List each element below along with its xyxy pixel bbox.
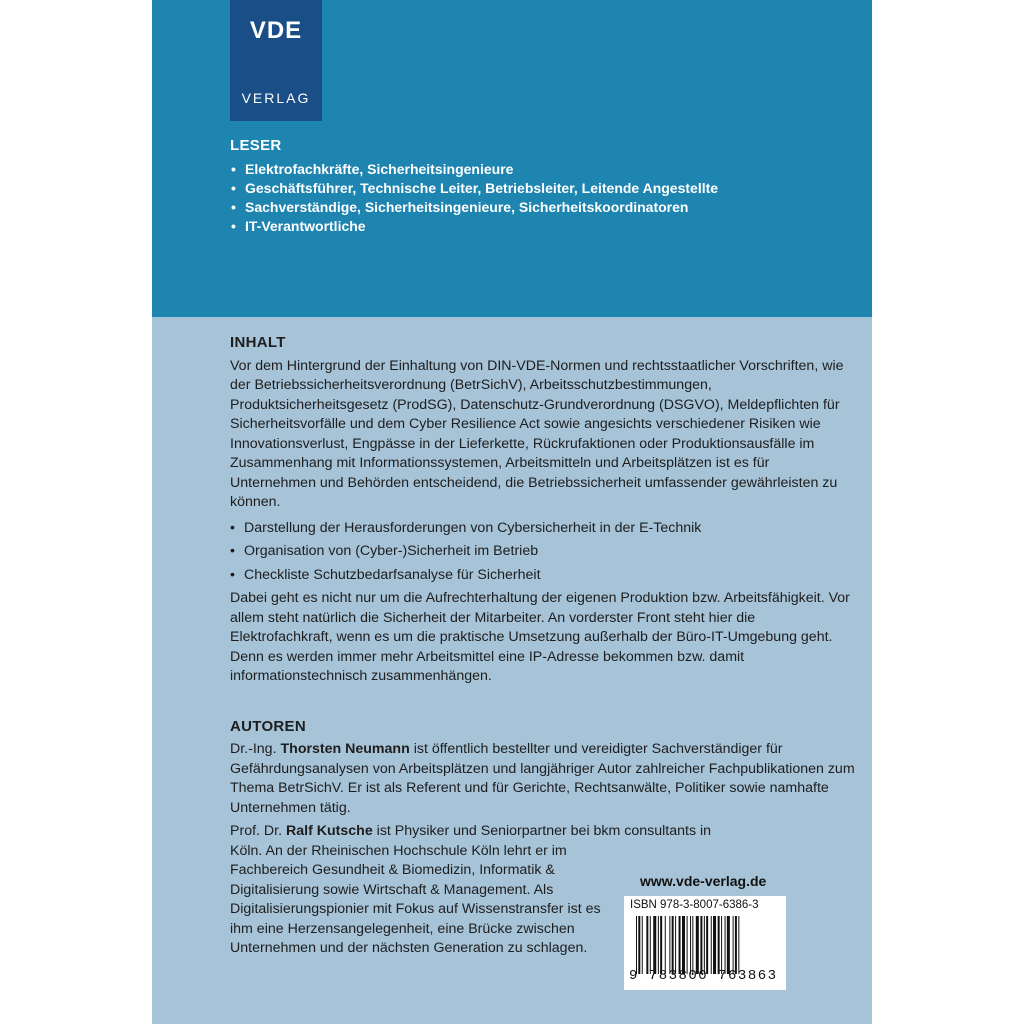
barcode-bar [733, 916, 734, 974]
author-1-title: Dr.-Ing. [230, 741, 277, 757]
author-2-first-line [230, 822, 858, 842]
barcode-bar [646, 916, 648, 974]
content-heading: INHALT [230, 334, 286, 351]
barcode-bar [735, 916, 737, 974]
content-bullet: • Checkliste Schutzbedarfsanalyse für Sicherheit [230, 566, 858, 586]
logo-wordmark: VDE [249, 17, 303, 44]
barcode-bar [700, 916, 702, 974]
readers-list-item: • Sachverständige, Sicherheitsingenieure, Sicherheitskoordinatoren [230, 198, 850, 217]
author-2-text-rest: Köln. An der Rheinischen Hochschule Köln lehrt er im Fachbereich Gesundheit & Biomedizin, Informatik & Digitalisierung sowie Wirtschaft & Management. Als Digitalisierungspionier mit Fokus auf Wissenstransfer ist es ihm eine Herzensangelegenheit, eine Brücke zwischen Unternehmen und der nächsten Generation zu schlagen. [230, 842, 601, 956]
author-2-name: Ralf Kutsche [286, 823, 373, 839]
barcode-bar [679, 916, 681, 974]
readers-list-item: • Geschäftsführer, Technische Leiter, Betriebsleiter, Leitende Angestellte [230, 179, 850, 198]
barcode-bar [658, 916, 659, 974]
barcode-bar [706, 916, 708, 974]
barcode-bar [713, 916, 716, 974]
author-1-text: ist öffentlich bestellter und vereidigter Sachverständiger für Gefährdungsanalysen von Arbeitsplätzen und langjähriger Autor zahlreicher Fachpublikationen zum Thema BetrSichV. Er ist als Referent und für Gerichte, Rechtsanwälte, Politiker sowie namhafte Unternehmen tätig. [230, 741, 855, 816]
content-bullet: • Darstellung der Herausforderungen von Cybersicherheit in der E-Technik [230, 519, 858, 539]
barcode-bar [718, 916, 720, 974]
readers-section [230, 137, 850, 236]
book-back-cover [152, 0, 872, 1024]
barcode-bar [669, 916, 670, 974]
ean-digits: 9 783800 763863 [629, 968, 778, 984]
barcode-bar [690, 916, 691, 974]
barcode-bar [704, 916, 705, 974]
content-bullet: • Organisation von (Cyber-)Sicherheit im Betrieb [230, 542, 858, 562]
author-1-name: Thorsten Neumann [280, 741, 410, 757]
author-2-text-start: ist Physiker und Seniorpartner bei bkm consultants in [376, 823, 712, 839]
readers-list-item: • Elektrofachkräfte, Sicherheitsingenieure [230, 160, 850, 179]
ean-barcode [636, 916, 778, 974]
barcode-bar [636, 916, 637, 974]
barcode-bar [682, 916, 685, 974]
authors-heading: AUTOREN [230, 717, 306, 735]
content-bullet-list [230, 519, 858, 586]
barcode-bar [650, 916, 651, 974]
readers-heading: LESER [230, 137, 282, 154]
barcode-bar [638, 916, 640, 974]
content-intro: Vor dem Hintergrund der Einhaltung von DIN-VDE-Normen und rechtsstaatlicher Vorschriften, wie der Betriebssicherheitsverordnung (BetrSichV), Arbeitsschutzbestimmungen, Produktsicherheitsgesetz (ProdSG), Datenschutz-Grundverordnung (DSGVO), Meldepflichten für Sicherheitsvorfälle und dem Cyber Resilience Act sowie angesichts verschiedener Risiken wie Innovationsverlust, Engpässe in der Lieferkette, Rückrufaktionen oder Produktionsausfälle im Zusammenhang mit Informationssystemen, Arbeitsmitteln und Arbeitsplätzen ist es für Unternehmen und Behörden entscheidend, die Betriebssicherheit umfassender gewährleisten zu können. [230, 357, 844, 510]
logo-imprint: VERLAG [241, 90, 311, 106]
author-2-title: Prof. Dr. [230, 823, 283, 839]
isbn-label: ISBN 978-3-8007-6386-3 [630, 899, 759, 911]
barcode-bar [653, 916, 656, 974]
content-outro: Dabei geht es nicht nur um die Aufrechterhaltung der eigenen Produktion bzw. Arbeitsfähigkeit. Vor allem steht natürlich die Sicherheit der Mitarbeiter. An vorderster Front steht hier die Elektrofachkraft, wenn es um die praktische Umsetzung außerhalb der Büro-IT-Umgebung geht. Denn es werden immer mehr Arbeitsmittel eine IP-Adresse bekommen bzw. damit informationstechnisch zusammenhängen. [230, 590, 850, 684]
barcode-bar [727, 916, 730, 974]
barcode-bar [738, 916, 739, 974]
publisher-website: www.vde-verlag.de [640, 873, 767, 889]
barcode-bar [660, 916, 662, 974]
readers-list-item: • IT-Verantwortliche [230, 217, 850, 236]
barcode-bar [696, 916, 699, 974]
barcode-bar [721, 916, 722, 974]
isbn-barcode-box [624, 896, 786, 990]
barcode-bar [675, 916, 676, 974]
author-1-bio [230, 740, 858, 818]
barcode-bar [725, 916, 726, 974]
barcode-bar [672, 916, 674, 974]
top-color-band [152, 0, 872, 317]
readers-list [230, 160, 850, 236]
barcode-bar [687, 916, 688, 974]
barcode-bar [642, 916, 643, 974]
vde-verlag-logo [230, 0, 322, 121]
main-text-block [230, 333, 858, 959]
barcode-bar [665, 916, 666, 974]
barcode-bar [711, 916, 712, 974]
barcode-bar [692, 916, 693, 974]
